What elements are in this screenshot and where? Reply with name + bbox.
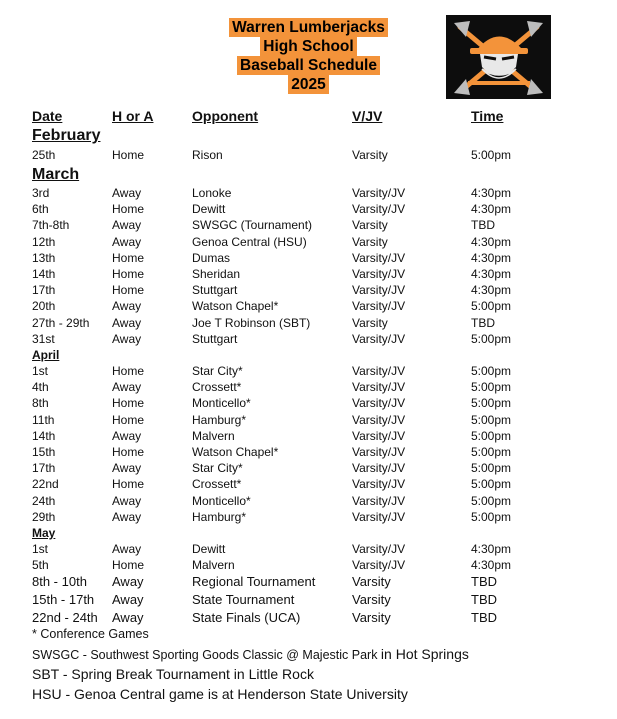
team-level: Varsity/JV (352, 186, 406, 200)
home-away: Away (112, 592, 144, 607)
header-date: Date (32, 108, 63, 124)
game-date: 20th (32, 299, 56, 314)
home-away: Away (112, 218, 142, 233)
opponent: Crossett* (192, 380, 242, 395)
team-level: Varsity/JV (352, 445, 406, 459)
game-time: 4:30pm (471, 186, 512, 200)
game-date: 22nd (32, 477, 59, 492)
note-hsu: HSU - Genoa Central game is at Henderson State University (32, 686, 408, 702)
opponent: State Tournament (192, 592, 295, 607)
team-level: Varsity (352, 148, 388, 162)
game-time: 4:30pm (471, 283, 512, 298)
team-level: Varsity/JV (352, 558, 406, 573)
team-level: Varsity/JV (352, 396, 406, 411)
home-away: Away (112, 315, 142, 330)
game-time: TBD (471, 218, 495, 233)
schedule-row (0, 592, 617, 610)
home-away: Away (112, 461, 142, 476)
game-time: 5:00pm (471, 493, 512, 508)
home-away: Away (112, 493, 142, 508)
team-level: Varsity/JV (352, 283, 406, 298)
team-level: Varsity/JV (352, 364, 406, 378)
game-date: 17th (32, 283, 56, 298)
team-level: Varsity/JV (352, 509, 406, 524)
home-away: Away (112, 380, 142, 395)
opponent: Monticello* (192, 493, 251, 508)
opponent: Crossett* (192, 477, 242, 492)
game-time: 5:00pm (471, 364, 512, 378)
home-away: Away (112, 574, 144, 589)
game-time: 5:00pm (471, 461, 512, 476)
opponent: State Finals (UCA) (192, 610, 301, 625)
home-away: Home (112, 558, 145, 573)
game-date: 15th (32, 445, 56, 459)
game-time: 5:00pm (471, 380, 512, 395)
schedule-row (0, 251, 617, 267)
schedule-row (0, 148, 617, 164)
lumberjack-logo-icon (446, 15, 551, 99)
home-away: Home (112, 267, 145, 281)
month-february: February (32, 127, 101, 144)
team-level: Varsity/JV (352, 267, 406, 281)
game-date: 5th (32, 558, 49, 573)
game-date: 8th (32, 396, 49, 411)
team-level: Varsity (352, 234, 388, 249)
schedule-row (0, 429, 617, 445)
note-swsgc (32, 646, 469, 662)
game-time: TBD (471, 315, 495, 330)
team-level: Varsity/JV (352, 477, 406, 492)
schedule-row (0, 299, 617, 315)
game-date: 7th-8th (32, 218, 70, 233)
game-time: TBD (471, 592, 497, 607)
opponent: Regional Tournament (192, 574, 316, 589)
home-away: Away (112, 234, 142, 249)
month-march: March (32, 166, 80, 183)
schedule-row (0, 316, 617, 332)
home-away: Home (112, 412, 145, 427)
schedule-row (0, 574, 617, 592)
opponent: Hamburg* (192, 509, 247, 524)
schedule-row (0, 186, 617, 202)
opponent: Star City* (192, 461, 243, 476)
opponent: Rison (192, 148, 223, 162)
game-date: 12th (32, 234, 56, 249)
header-home-away: H or A (112, 108, 154, 124)
game-time: 5:00pm (471, 299, 512, 314)
schedule-row (0, 396, 617, 412)
home-away: Home (112, 148, 145, 162)
game-time: 5:00pm (471, 477, 512, 492)
header-opponent: Opponent (192, 108, 259, 124)
game-time: 4:30pm (471, 267, 512, 281)
team-level: Varsity/JV (352, 202, 406, 217)
home-away: Away (112, 331, 142, 346)
game-time: 4:30pm (471, 202, 512, 217)
schedule-row (0, 413, 617, 429)
home-away: Away (112, 610, 144, 625)
team-level: Varsity/JV (352, 331, 406, 346)
home-away: Home (112, 445, 145, 459)
home-away: Home (112, 477, 145, 492)
title-line-2: High School (260, 37, 356, 56)
team-level: Varsity (352, 592, 391, 607)
game-date: 11th (32, 412, 55, 427)
game-date: 22nd - 24th (32, 610, 98, 625)
opponent: Monticello* (192, 396, 251, 411)
game-time: 4:30pm (471, 558, 512, 573)
opponent: Stuttgart (192, 331, 238, 346)
schedule-row (0, 445, 617, 461)
game-date: 1st (32, 542, 49, 556)
team-level: Varsity (352, 574, 391, 589)
title-line-1: Warren Lumberjacks (229, 18, 388, 37)
game-date: 1st (32, 364, 49, 378)
opponent: Genoa Central (HSU) (192, 234, 307, 249)
team-level: Varsity/JV (352, 461, 406, 476)
team-level: Varsity/JV (352, 542, 406, 556)
schedule-row (0, 542, 617, 558)
opponent: Malvern (192, 428, 235, 443)
team-level: Varsity (352, 610, 391, 625)
schedule-row (0, 364, 617, 380)
game-time: TBD (471, 574, 497, 589)
note-conference: * Conference Games (32, 627, 149, 641)
opponent: Dewitt (192, 542, 226, 556)
game-date: 15th - 17th (32, 592, 95, 607)
schedule-row (0, 380, 617, 396)
game-date: 3rd (32, 186, 50, 200)
opponent: Lonoke (192, 186, 232, 200)
game-time: 5:00pm (471, 396, 512, 411)
month-may: May (32, 526, 56, 540)
game-time: 5:00pm (471, 509, 512, 524)
schedule-row (0, 267, 617, 283)
game-date: 6th (32, 202, 49, 217)
opponent: Sheridan (192, 267, 241, 281)
game-date: 4th (32, 380, 49, 395)
schedule-row (0, 283, 617, 299)
team-level: Varsity/JV (352, 493, 406, 508)
opponent: Watson Chapel* (192, 299, 279, 314)
team-level: Varsity (352, 315, 388, 330)
game-date: 25th (32, 148, 56, 162)
game-time: 5:00pm (471, 148, 512, 162)
home-away: Home (112, 250, 145, 265)
opponent: Malvern (192, 558, 235, 573)
schedule-row (0, 461, 617, 477)
opponent: Hamburg* (192, 412, 247, 427)
home-away: Away (112, 299, 142, 314)
schedule-row (0, 610, 617, 628)
game-time: 5:00pm (471, 331, 512, 346)
home-away: Home (112, 202, 145, 217)
note-sbt: SBT - Spring Break Tournament in Little Rock (32, 666, 314, 682)
schedule-row (0, 218, 617, 234)
game-date: 8th - 10th (32, 574, 87, 589)
game-time: TBD (471, 610, 497, 625)
opponent: Dewitt (192, 202, 226, 217)
game-date: 14th (32, 267, 56, 281)
home-away: Home (112, 283, 145, 298)
game-time: 5:00pm (471, 412, 512, 427)
note-swsgc-b: in Hot Springs (380, 646, 469, 662)
month-april: April (32, 348, 60, 362)
opponent: Joe T Robinson (SBT) (192, 315, 311, 330)
title-line-4: 2025 (288, 75, 328, 94)
title-line-3: Baseball Schedule (237, 56, 380, 75)
game-date: 13th (32, 250, 56, 265)
game-date: 14th (32, 428, 56, 443)
game-date: 27th - 29th (32, 315, 90, 330)
game-time: 5:00pm (471, 445, 512, 459)
home-away: Away (112, 428, 142, 443)
opponent: Dumas (192, 250, 231, 265)
game-date: 24th (32, 493, 56, 508)
schedule-row (0, 235, 617, 251)
team-level: Varsity/JV (352, 250, 406, 265)
game-date: 17th (32, 461, 56, 476)
home-away: Away (112, 542, 142, 556)
header-time: Time (471, 108, 504, 124)
home-away: Away (112, 186, 142, 200)
schedule-row (0, 477, 617, 493)
schedule-row (0, 332, 617, 348)
home-away: Home (112, 364, 145, 378)
game-date: 31st (32, 331, 55, 346)
team-level: Varsity (352, 218, 388, 233)
team-level: Varsity/JV (352, 380, 406, 395)
header-vjv: V/JV (352, 108, 383, 124)
home-away: Away (112, 509, 142, 524)
opponent: Watson Chapel* (192, 445, 279, 459)
home-away: Home (112, 396, 145, 411)
opponent: SWSGC (Tournament) (192, 218, 313, 233)
team-level: Varsity/JV (352, 299, 406, 314)
note-swsgc-a: SWSGC - Southwest Sporting Goods Classic @ Majestic Park (32, 648, 381, 662)
game-time: 4:30pm (471, 542, 512, 556)
game-time: 5:00pm (471, 428, 512, 443)
game-time: 4:30pm (471, 250, 512, 265)
schedule-row (0, 510, 617, 526)
schedule-row (0, 558, 617, 574)
team-level: Varsity/JV (352, 412, 406, 427)
game-time: 4:30pm (471, 234, 512, 249)
opponent: Stuttgart (192, 283, 238, 298)
game-date: 29th (32, 509, 56, 524)
team-level: Varsity/JV (352, 428, 406, 443)
schedule-row (0, 202, 617, 218)
schedule-row (0, 494, 617, 510)
opponent: Star City* (192, 364, 243, 378)
